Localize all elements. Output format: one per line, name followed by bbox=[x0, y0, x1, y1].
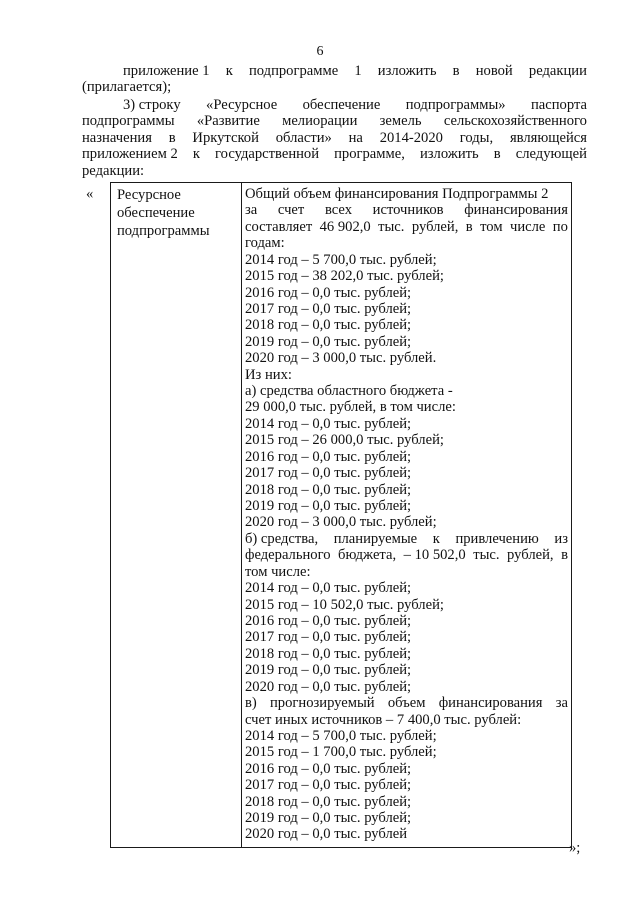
year-amount-line: 2014 год – 0,0 тыс. рублей; bbox=[245, 415, 412, 432]
word: привлечению bbox=[455, 530, 539, 547]
table-row bbox=[111, 183, 572, 848]
word: бюджета, bbox=[338, 547, 397, 564]
word: изложить bbox=[419, 146, 479, 163]
total-funding-line: годам: bbox=[245, 235, 285, 252]
word: рублей, bbox=[507, 547, 554, 564]
word: прогнозируемый bbox=[270, 695, 375, 712]
word: тыс. bbox=[473, 547, 500, 564]
year-amount-line: 2016 год – 0,0 тыс. рублей; bbox=[245, 448, 412, 465]
text-line bbox=[82, 130, 587, 146]
year-amount-line: 2014 год – 5 700,0 тыс. рублей; bbox=[245, 251, 437, 268]
other-years-list bbox=[245, 728, 568, 843]
word: федерального bbox=[245, 547, 331, 564]
word: следующей bbox=[515, 146, 587, 163]
word: подпрограмме bbox=[248, 63, 339, 79]
funding-content-cell bbox=[242, 183, 572, 848]
regional-years-list bbox=[245, 416, 568, 531]
row-label-line: обеспечение bbox=[117, 205, 195, 222]
year-amount-line: 2019 год – 0,0 тыс. рублей; bbox=[245, 498, 412, 515]
year-amount-line: 2017 год – 0,0 тыс. рублей; bbox=[245, 777, 412, 794]
year-amount-line: 2018 год – 0,0 тыс. рублей; bbox=[245, 317, 412, 334]
word: Иркутской bbox=[192, 129, 259, 146]
closing-quote: »; bbox=[569, 840, 581, 856]
word: – 10 502,0 bbox=[403, 547, 466, 564]
opening-quote: « bbox=[86, 186, 94, 202]
year-amount-line: 2015 год – 10 502,0 тыс. рублей; bbox=[245, 596, 444, 613]
year-amount-line: 2019 год – 0,0 тыс. рублей; bbox=[245, 810, 412, 827]
federal-years-list bbox=[245, 580, 568, 695]
regional-budget-line: а) средства областного бюджета - bbox=[245, 383, 453, 400]
word: финансирования bbox=[438, 695, 543, 712]
word: объем bbox=[387, 695, 426, 712]
word: тыс. bbox=[378, 218, 405, 235]
year-amount-line: 2018 год – 0,0 тыс. рублей; bbox=[245, 645, 412, 662]
word: изложить bbox=[377, 63, 437, 79]
of-them-heading: Из них: bbox=[245, 366, 292, 383]
word: в) bbox=[245, 695, 257, 712]
text-line: (прилагается); bbox=[82, 79, 172, 96]
word: 3) строку bbox=[123, 97, 181, 113]
word: земель bbox=[379, 113, 422, 130]
total-years-list bbox=[245, 252, 568, 367]
word: паспорта bbox=[530, 97, 587, 113]
word: 46 902,0 bbox=[319, 218, 371, 235]
word: за bbox=[245, 202, 258, 219]
federal-budget-line: том числе: bbox=[245, 563, 311, 580]
word: финансирования bbox=[464, 202, 568, 219]
word: «Развитие bbox=[196, 113, 260, 130]
year-amount-line: 2020 год – 0,0 тыс. рублей bbox=[245, 826, 408, 843]
word: государственной bbox=[215, 146, 320, 163]
word: «Ресурсное bbox=[206, 97, 278, 113]
word: мелиорации bbox=[282, 113, 358, 130]
word: в bbox=[465, 218, 473, 235]
row-label-cell bbox=[111, 183, 242, 848]
word: к bbox=[192, 146, 200, 163]
year-amount-line: 2020 год – 0,0 тыс. рублей; bbox=[245, 678, 412, 695]
page-number: 6 bbox=[316, 44, 324, 59]
word: планируемые bbox=[333, 530, 418, 547]
year-amount-line: 2020 год – 3 000,0 тыс. рублей. bbox=[245, 350, 437, 367]
word: счет bbox=[277, 202, 305, 219]
word: в bbox=[561, 547, 568, 564]
row-label-line: подпрограммы bbox=[117, 223, 210, 240]
intro-paragraph-2 bbox=[82, 97, 587, 179]
word: числе bbox=[509, 218, 546, 235]
year-amount-line: 2018 год – 0,0 тыс. рублей; bbox=[245, 793, 412, 810]
year-amount-line: 2014 год – 0,0 тыс. рублей; bbox=[245, 580, 412, 597]
word: обеспечение bbox=[302, 97, 381, 113]
year-amount-line: 2016 год – 0,0 тыс. рублей; bbox=[245, 612, 412, 629]
federal-budget-line bbox=[245, 531, 568, 547]
year-amount-line: 2017 год – 0,0 тыс. рублей; bbox=[245, 300, 412, 317]
word: приложение 1 bbox=[123, 63, 210, 79]
word: программе, bbox=[334, 146, 405, 163]
year-amount-line: 2015 год – 1 700,0 тыс. рублей; bbox=[245, 744, 437, 761]
word: годы, bbox=[459, 129, 494, 146]
word: в bbox=[168, 129, 176, 146]
text-line: редакции: bbox=[82, 162, 145, 179]
federal-budget-line bbox=[245, 547, 568, 563]
word: к bbox=[432, 530, 440, 547]
word: том bbox=[480, 218, 503, 235]
word: к bbox=[225, 63, 233, 79]
word: рублей, bbox=[411, 218, 459, 235]
word: по bbox=[552, 218, 568, 235]
word: источников bbox=[372, 202, 444, 219]
year-amount-line: 2020 год – 3 000,0 тыс. рублей; bbox=[245, 514, 437, 531]
year-amount-line: 2016 год – 0,0 тыс. рублей; bbox=[245, 284, 412, 301]
text-line bbox=[82, 146, 587, 162]
year-amount-line: 2017 год – 0,0 тыс. рублей; bbox=[245, 629, 412, 646]
word: области» bbox=[275, 129, 332, 146]
year-amount-line: 2018 год – 0,0 тыс. рублей; bbox=[245, 481, 412, 498]
total-funding-line: Общий объем финансирования Подпрограммы 2 bbox=[245, 186, 549, 202]
total-funding-line bbox=[245, 219, 568, 235]
word: новой bbox=[475, 63, 513, 79]
other-sources-line: счет иных источников – 7 400,0 тыс. рублей: bbox=[245, 711, 522, 728]
word: из bbox=[554, 530, 568, 547]
word: являющейся bbox=[509, 129, 587, 146]
text-line bbox=[82, 113, 587, 129]
total-funding-line bbox=[245, 202, 568, 218]
word: сельскохозяйственного bbox=[443, 113, 587, 130]
word: всех bbox=[324, 202, 352, 219]
year-amount-line: 2015 год – 26 000,0 тыс. рублей; bbox=[245, 432, 444, 449]
resource-table bbox=[110, 182, 572, 848]
year-amount-line: 2017 год – 0,0 тыс. рублей; bbox=[245, 465, 412, 482]
text-line bbox=[82, 97, 587, 113]
row-label-line: Ресурсное bbox=[117, 187, 181, 203]
word: составляет bbox=[245, 218, 313, 235]
intro-paragraph-1 bbox=[82, 63, 587, 96]
year-amount-line: 2019 год – 0,0 тыс. рублей; bbox=[245, 333, 412, 350]
text-line bbox=[82, 63, 587, 79]
year-amount-line: 2014 год – 5 700,0 тыс. рублей; bbox=[245, 727, 437, 744]
year-amount-line: 2015 год – 38 202,0 тыс. рублей; bbox=[245, 268, 444, 285]
word: приложением 2 bbox=[82, 146, 178, 163]
word: в bbox=[493, 146, 501, 163]
word: на bbox=[348, 129, 363, 146]
word: подпрограммы» bbox=[405, 97, 506, 113]
regional-budget-line: 29 000,0 тыс. рублей, в том числе: bbox=[245, 399, 456, 416]
word: 2014-2020 bbox=[379, 129, 443, 146]
word: подпрограммы bbox=[82, 113, 175, 130]
year-amount-line: 2016 год – 0,0 тыс. рублей; bbox=[245, 760, 412, 777]
word: назначения bbox=[82, 129, 152, 146]
word: за bbox=[555, 695, 568, 712]
word: в bbox=[452, 63, 460, 79]
word: редакции bbox=[528, 63, 587, 79]
word: 1 bbox=[354, 63, 362, 79]
year-amount-line: 2019 год – 0,0 тыс. рублей; bbox=[245, 662, 412, 679]
other-sources-line bbox=[245, 695, 568, 711]
word: б) средства, bbox=[245, 530, 319, 547]
